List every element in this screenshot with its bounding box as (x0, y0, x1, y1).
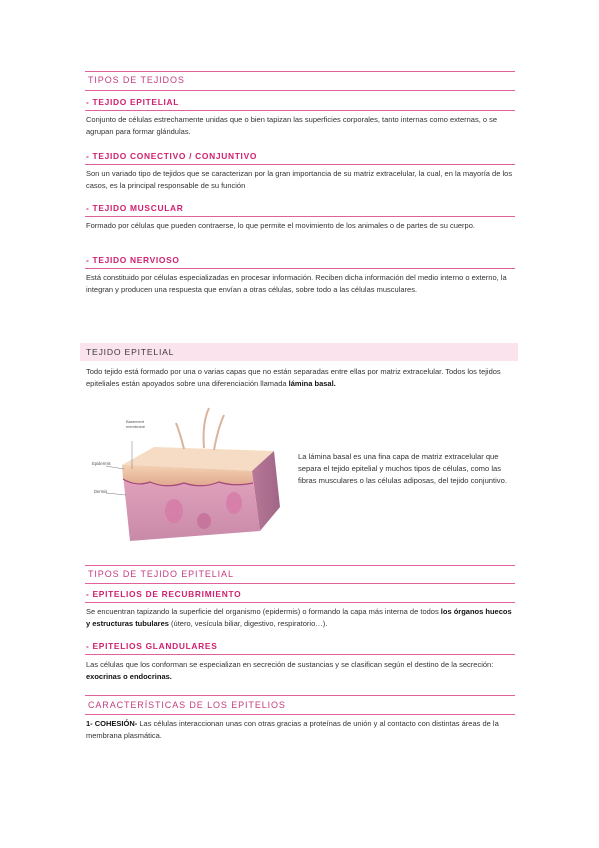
cohesion-label: 1- COHESIÓN- (86, 719, 138, 728)
heading-tejido-muscular: - TEJIDO MUSCULAR (86, 203, 184, 213)
recubrimiento-text-2: (útero, vesícula biliar, digestivo, respiratorio…). (168, 619, 328, 629)
divider (85, 602, 515, 603)
paragraph-tejido-epitelial: Conjunto de células estrechamente unidas que o bien tapizan las superficies corporales, tanto internas como externas, o se agrupan para formar glándulas. (86, 115, 498, 137)
paragraph-tejido-epitelial-intro (86, 366, 516, 391)
paragraph-lamina-basal: La lámina basal es una fina capa de matriz extracelular que separa el tejido epitelial y muchos tipos de células, como las fibras musculares o las células adiposas, del tejido conjuntivo. (298, 452, 507, 485)
divider (85, 583, 515, 584)
glandulares-text-1: Las células que los conforman se especializan en secreción de sustancias y se clasifican según el destino de la secreción: (86, 660, 494, 669)
divider (85, 654, 515, 655)
recubrimiento-text-1: Se encuentran tapizando la superficie del organismo (epidermis) o formando la capa más interna de todos (86, 607, 441, 616)
label-dermis: Dermis (94, 489, 108, 494)
section-title-tipos-tejidos: TIPOS DE TEJIDOS (88, 75, 185, 85)
skin-layers-illustration (84, 403, 294, 548)
heading-epitelios-recubrimiento: - EPITELIOS DE RECUBRIMIENTO (86, 589, 242, 599)
divider (85, 110, 515, 111)
divider (85, 90, 515, 91)
paragraph-tejido-conectivo: Son un variado tipo de tejidos que se caracterizan por la gran importancia de su matriz extracelular, la cual, en la mayoría de los casos, es la principal responsable de su función (86, 169, 513, 191)
divider (85, 565, 515, 566)
label-epidermis: Epidermis (92, 461, 111, 466)
divider (85, 268, 515, 269)
heading-epitelios-glandulares: - EPITELIOS GLANDULARES (86, 641, 218, 651)
divider (85, 164, 515, 165)
divider (85, 695, 515, 696)
paragraph-tejido-nervioso: Está constituido por células especializadas en procesar información. Reciben dicha información del medio interno o externo, la integran y producen una respuesta que envían a otras células, sobre todo a las células musculares. (86, 273, 507, 295)
paragraph-cohesion (86, 718, 516, 743)
recubrimiento-text-bold: los órganos huecos y estructuras tubulares (86, 607, 512, 629)
cohesion-text: Las células interaccionan unas con otras gracias a proteínas de unión y al contacto con distintas áreas de la membrana plasmática. (86, 719, 499, 741)
divider (85, 714, 515, 715)
heading-tejido-nervioso: - TEJIDO NERVIOSO (86, 255, 180, 265)
divider (85, 71, 515, 72)
heading-tejido-epitelial: - TEJIDO EPITELIAL (86, 97, 180, 107)
glandulares-text-bold: exocrinas o endocrinas. (86, 672, 172, 682)
paragraph-tejido-muscular: Formado por células que pueden contraerse, lo que permite el movimiento de los animales o de partes de su cuerpo. (86, 221, 475, 230)
label-basement-membrane: Basement membrane (126, 419, 146, 429)
section-title-tejido-epitelial: TEJIDO EPITELIAL (86, 347, 175, 357)
section-title-tipos-tejido-epitelial: TIPOS DE TEJIDO EPITELIAL (88, 569, 234, 579)
section-title-caracteristicas: CARACTERÍSTICAS DE LOS EPITELIOS (88, 700, 286, 710)
intro-text: Todo tejido está formado por una o varias capas que no están separadas entre ellas por matriz extracelular. Todos los tejidos epiteliales están apoyados sobre una diferenciación llamada (86, 367, 501, 389)
intro-bold: lámina basal. (288, 379, 336, 389)
heading-tejido-conectivo: - TEJIDO CONECTIVO / CONJUNTIVO (86, 151, 258, 161)
paragraph-epitelios-glandulares (86, 659, 516, 684)
divider (85, 216, 515, 217)
paragraph-epitelios-recubrimiento (86, 606, 516, 631)
